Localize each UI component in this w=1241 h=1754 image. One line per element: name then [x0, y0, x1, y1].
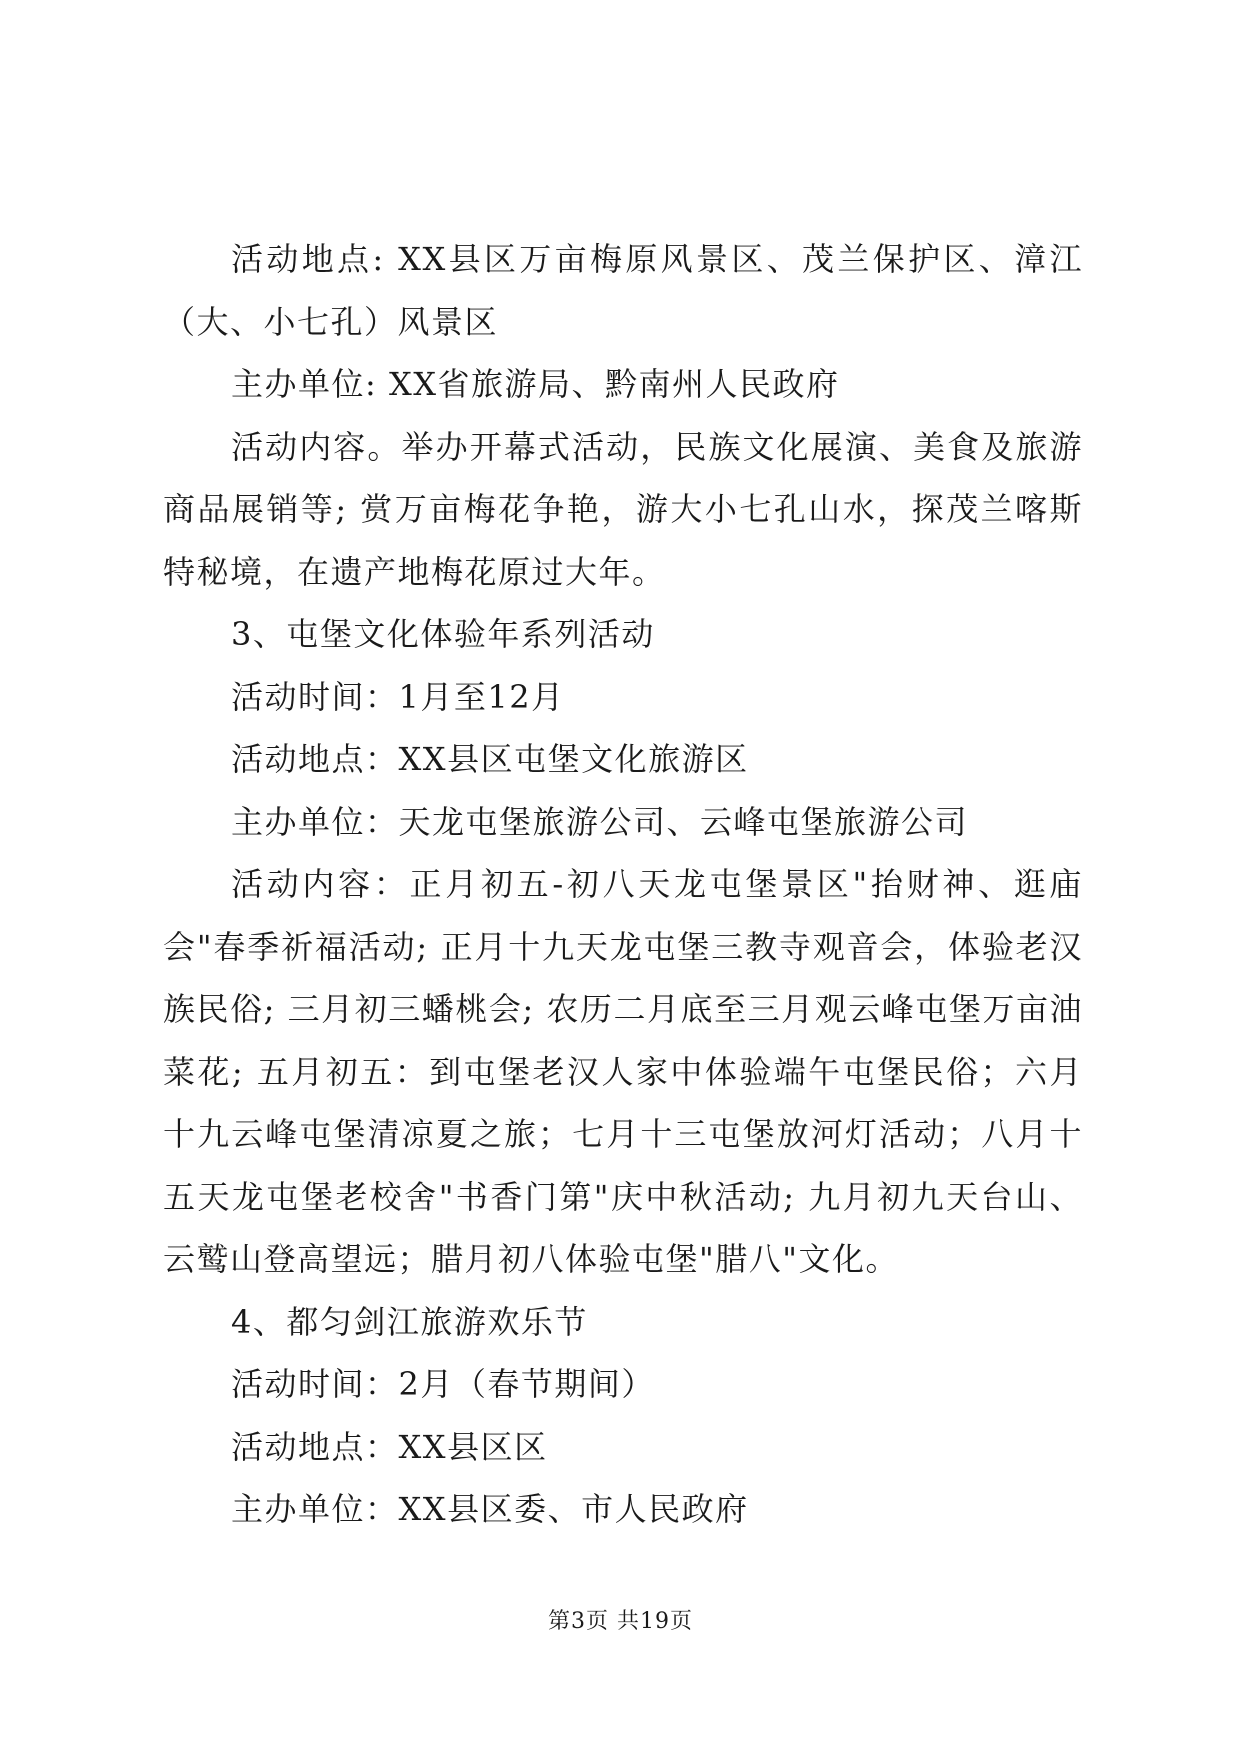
- paragraph-organizer-1: 主办单位: XX省旅游局、黔南州人民政府: [231, 365, 840, 403]
- section-heading-3: 3、屯堡文化体验年系列活动: [231, 615, 655, 653]
- document-body: [163, 228, 1083, 1541]
- paragraph-content-1: 活动内容。举办开幕式活动，民族文化展演、美食及旅游商品展销等; 赏万亩梅花争艳，游大小七孔山水，探茂兰喀斯特秘境，在遗产地梅花原过大年。: [163, 427, 1083, 591]
- paragraph-location-3: 活动地点：XX县区屯堡文化旅游区: [231, 740, 749, 778]
- paragraph-organizer-3: 主办单位：天龙屯堡旅游公司、云峰屯堡旅游公司: [231, 802, 969, 841]
- paragraph-content-3: 活动内容：正月初五-初八天龙屯堡景区"抬财神、逛庙会"春季祈福活动; 正月十九天龙屯堡三教寺观音会，体验老汉族民俗; 三月初三蟠桃会; 农历二月底至三月观云峰屯堡万亩油菜花; 五月初五：到屯堡老汉人家中体验端午屯堡民俗；六月十九云峰屯堡清凉夏之旅；七月十三屯堡放河灯活动；八月十五天龙屯堡老校舍"书香门第"庆中秋活动; 九月初九天台山、云鹫山登高望远；腊月初八体验屯堡"腊八"文化。: [163, 865, 1083, 1278]
- page-number-footer: 第3页 共19页: [548, 1609, 693, 1634]
- paragraph-organizer-4: 主办单位：XX县区委、市人民政府: [231, 1490, 749, 1528]
- paragraph-location-1: 活动地点: XX县区万亩梅原风景区、茂兰保护区、漳江（大、小七孔）风景区: [163, 240, 1083, 341]
- paragraph-time-4: 活动时间：2月（春节期间）: [231, 1365, 655, 1403]
- paragraph-time-3: 活动时间：1月至12月: [231, 677, 565, 716]
- section-heading-4: 4、都匀剑江旅游欢乐节: [231, 1302, 588, 1341]
- paragraph-location-4: 活动地点：XX县区区: [231, 1427, 548, 1466]
